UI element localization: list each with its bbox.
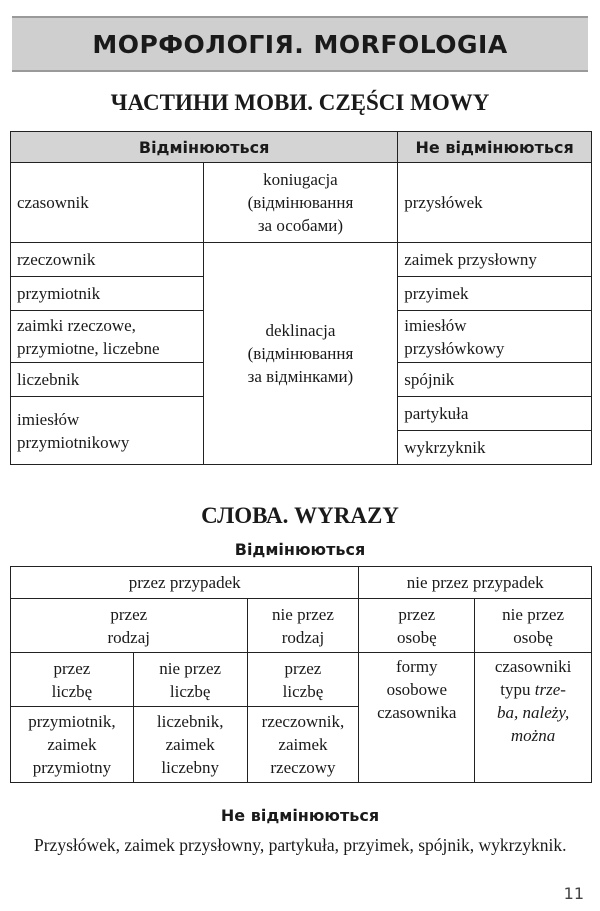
word-zaimek-przyslowny: zaimek przysłowny [398, 243, 592, 277]
word-partykula: partykuła [398, 397, 592, 431]
parts-of-speech-title: ЧАСТИНИ МОВИ. CZĘŚCI MOWY [110, 90, 490, 115]
by-gender-header: przez rodzaj [11, 599, 248, 653]
impersonal-verbs [475, 653, 592, 783]
parts-of-speech-table [10, 131, 592, 465]
deklinacja-line-1: deklinacja [265, 321, 336, 340]
word-przyslowek: przysłówek [398, 163, 592, 243]
word-czasownik: czasownik [11, 163, 204, 243]
word-imieslow-przyslowkowy: imiesłów przysłówkowy [398, 311, 592, 363]
not-by-case-header: nie przez przypadek [359, 567, 592, 599]
example-noun: rzeczownik, zaimek rzeczowy [247, 707, 359, 783]
example-adjective: przymiotnik, zaimek przymiotny [11, 707, 134, 783]
deklinacja-label [203, 243, 398, 465]
personal-verb-forms: formy osobowe czasownika [359, 653, 475, 783]
not-by-person-header: nie przez osobę [475, 599, 592, 653]
word-przyimek: przyimek [398, 277, 592, 311]
by-number-header: przez liczbę [11, 653, 134, 707]
impersonal-verbs-prefix: czasowniki typu [494, 657, 572, 699]
indeclinable-title: Не відмінюються [220, 806, 380, 825]
by-number-header-2: przez liczbę [247, 653, 359, 707]
header-indeclinable: Не відмінюються [398, 132, 592, 163]
koniugacja-line-3: за особами) [257, 216, 344, 235]
words-title: СЛОВА. WYRAZY [201, 503, 399, 528]
banner-title: МОРФОЛОГІЯ. MORFOLOGIA [92, 29, 508, 59]
words-subtitle: Відмінюються [234, 540, 366, 559]
koniugacja-label [203, 163, 398, 243]
words-table [10, 566, 592, 783]
word-liczebnik: liczebnik [11, 363, 204, 397]
word-spojnik: spójnik [398, 363, 592, 397]
word-wykrzyknik: wykrzyknik [398, 431, 592, 465]
page-banner [12, 16, 588, 72]
indeclinable-text: Przysłówek, zaimek przysłowny, partykuła, przyimek, spójnik, wykrzyknik. [34, 835, 567, 855]
by-case-header: przez przypadek [11, 567, 359, 599]
word-zaimki: zaimki rzeczowe, przymiotne, liczebne [11, 311, 204, 363]
impersonal-verbs-examples: trze- ba, należy, można [496, 680, 570, 745]
word-imieslow-przymiotnikowy: imiesłów przymiotnikowy [11, 397, 204, 465]
koniugacja-line-1: koniugacja [263, 170, 338, 189]
example-numeral: liczebnik, zaimek liczebny [133, 707, 247, 783]
header-declinable: Відмінюються [11, 132, 398, 163]
deklinacja-line-2: (відмінювання [247, 344, 354, 363]
word-rzeczownik: rzeczownik [11, 243, 204, 277]
by-person-header: przez osobę [359, 599, 475, 653]
not-by-gender-header: nie przez rodzaj [247, 599, 359, 653]
deklinacja-line-3: за відмінками) [247, 367, 354, 386]
word-przymiotnik: przymiotnik [11, 277, 204, 311]
page-number: 11 [563, 884, 584, 903]
not-by-number-header: nie przez liczbę [133, 653, 247, 707]
koniugacja-line-2: (відмінювання [247, 193, 354, 212]
